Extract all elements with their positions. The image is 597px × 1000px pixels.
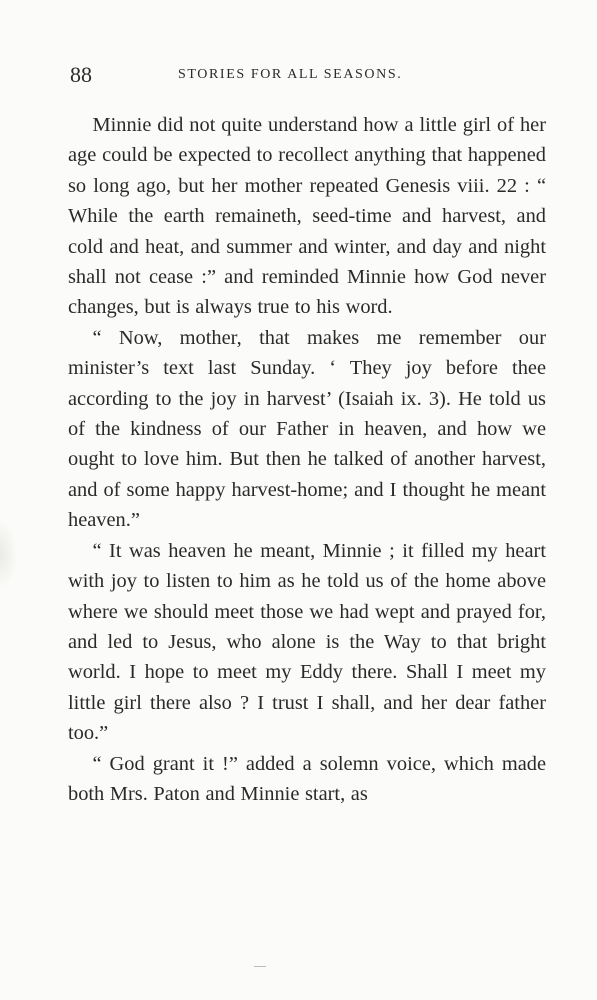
paragraph: Minnie did not quite understand how a little girl of her age could be expected to recollect anything that happened so long ago, but her mother repeated Genesis viii. 22 : “ While the earth remaineth, seed-time and harvest, and cold and heat, and summer and winter, and day and night shall not cease :” and reminded Minnie how God never changes, but is always true to his word. <box>68 114 546 319</box>
page-header <box>70 60 540 90</box>
paper-speck <box>254 966 266 967</box>
body-text <box>68 110 546 809</box>
page-number: 88 <box>70 62 92 87</box>
paragraph: “ God grant it !” added a solemn voice, which made both Mrs. Paton and Minnie start, as <box>68 752 546 805</box>
paper-stain <box>0 520 18 590</box>
paragraph: “ It was heaven he meant, Minnie ; it filled my heart with joy to listen to him as he told us of the home above where we should meet those we had wept and prayed for, and led to Jesus, who alone is the Way to that bright world. I hope to meet my Eddy there. Shall I meet my little girl there also ? I trust I shall, and her dear father too.” <box>68 539 546 745</box>
paragraph: “ Now, mother, that makes me remember our minister’s text last Sunday. ‘ They joy before thee according to the joy in harvest’ (Isaiah ix. 3). He told us of the kindness of our Father in heaven, and how we ought to love him. But then he talked of another harvest, and of some happy harvest-home; and I thought he meant heaven.” <box>68 326 546 532</box>
running-title: STORIES FOR ALL SEASONS. <box>178 67 403 82</box>
